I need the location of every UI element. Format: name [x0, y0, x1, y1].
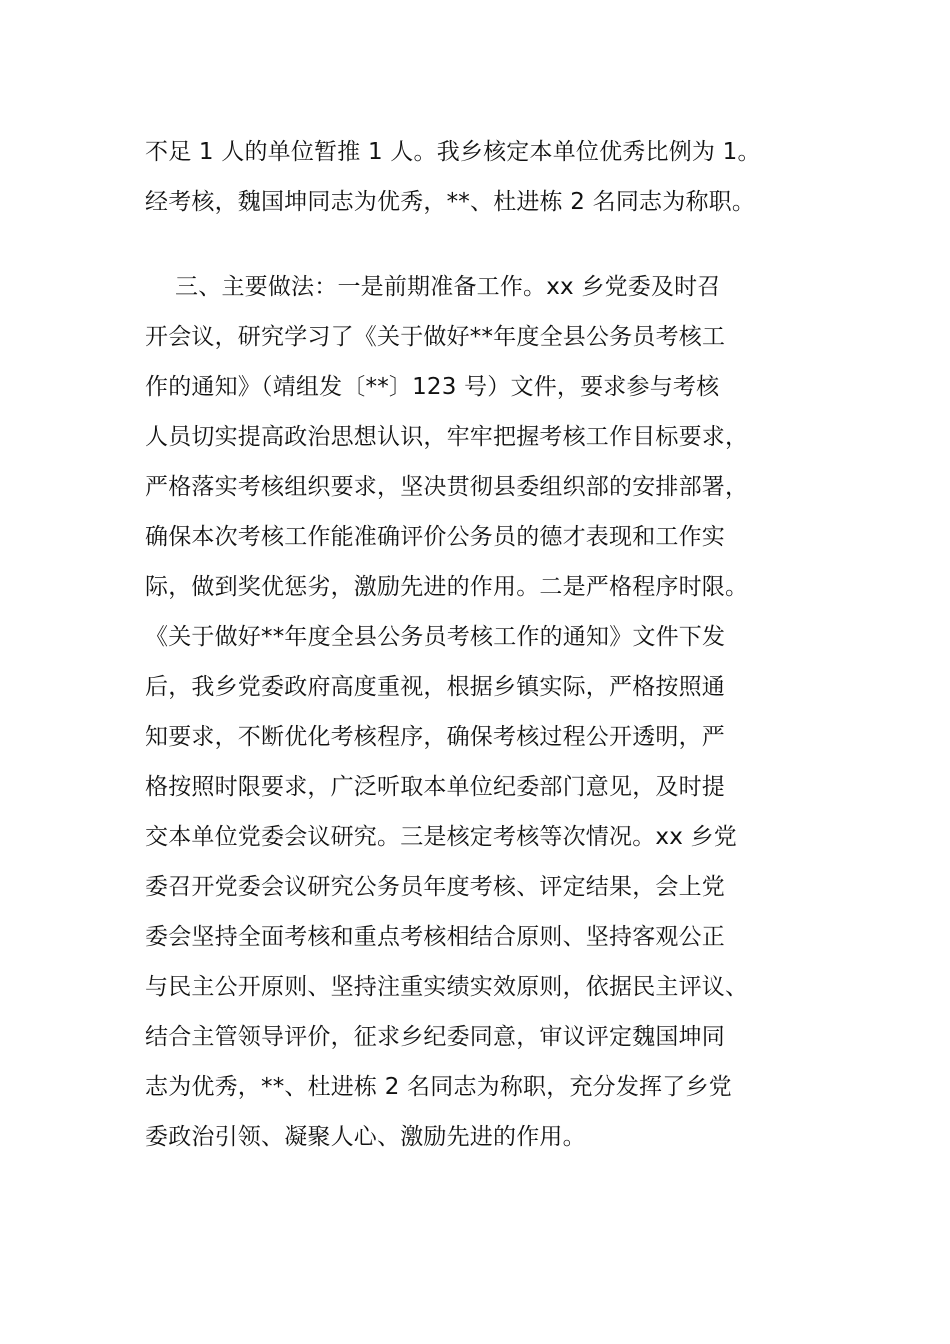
text-line: 志为优秀，**、杜进栋 2 名同志为称职，充分发挥了乡党 — [145, 1074, 732, 1100]
text-line: 经考核，魏国坤同志为优秀，**、杜进栋 2 名同志为称职。 — [145, 189, 756, 215]
text-line: 作的通知》（靖组发〔**〕123 号）文件，要求参与考核 — [145, 374, 720, 400]
text-line: 人员切实提高政治思想认识，牢牢把握考核工作目标要求， — [145, 424, 749, 450]
text-line: 确保本次考核工作能准确评价公务员的德才表现和工作实 — [145, 524, 725, 550]
text-line: 《关于做好**年度全县公务员考核工作的通知》文件下发 — [145, 624, 726, 650]
text-line: 交本单位党委会议研究。三是核定考核等次情况。xx 乡党 — [145, 824, 737, 850]
paragraph-1 — [145, 127, 815, 227]
text-line: 三、主要做法：一是前期准备工作。xx 乡党委及时召 — [145, 274, 721, 300]
paragraph-2 — [145, 262, 815, 1162]
text-line: 际，做到奖优惩劣，激励先进的作用。二是严格程序时限。 — [145, 574, 749, 600]
text-line: 格按照时限要求，广泛听取本单位纪委部门意见，及时提 — [145, 774, 725, 800]
text-line: 委会坚持全面考核和重点考核相结合原则、坚持客观公正 — [145, 924, 725, 950]
text-line: 知要求，不断优化考核程序，确保考核过程公开透明，严 — [145, 724, 725, 750]
text-line: 委召开党委会议研究公务员年度考核、评定结果，会上党 — [145, 874, 725, 900]
text-line: 开会议，研究学习了《关于做好**年度全县公务员考核工 — [145, 324, 726, 350]
text-line: 委政治引领、凝聚人心、激励先进的作用。 — [145, 1124, 586, 1150]
text-line: 结合主管领导评价，征求乡纪委同意，审议评定魏国坤同 — [145, 1024, 725, 1050]
text-line: 与民主公开原则、坚持注重实绩实效原则，依据民主评议、 — [145, 974, 749, 1000]
text-line: 严格落实考核组织要求，坚决贯彻县委组织部的安排部署， — [145, 474, 749, 500]
text-line: 后，我乡党委政府高度重视，根据乡镇实际，严格按照通 — [145, 674, 725, 700]
text-line: 不足 1 人的单位暂推 1 人。我乡核定本单位优秀比例为 1。 — [145, 139, 761, 165]
